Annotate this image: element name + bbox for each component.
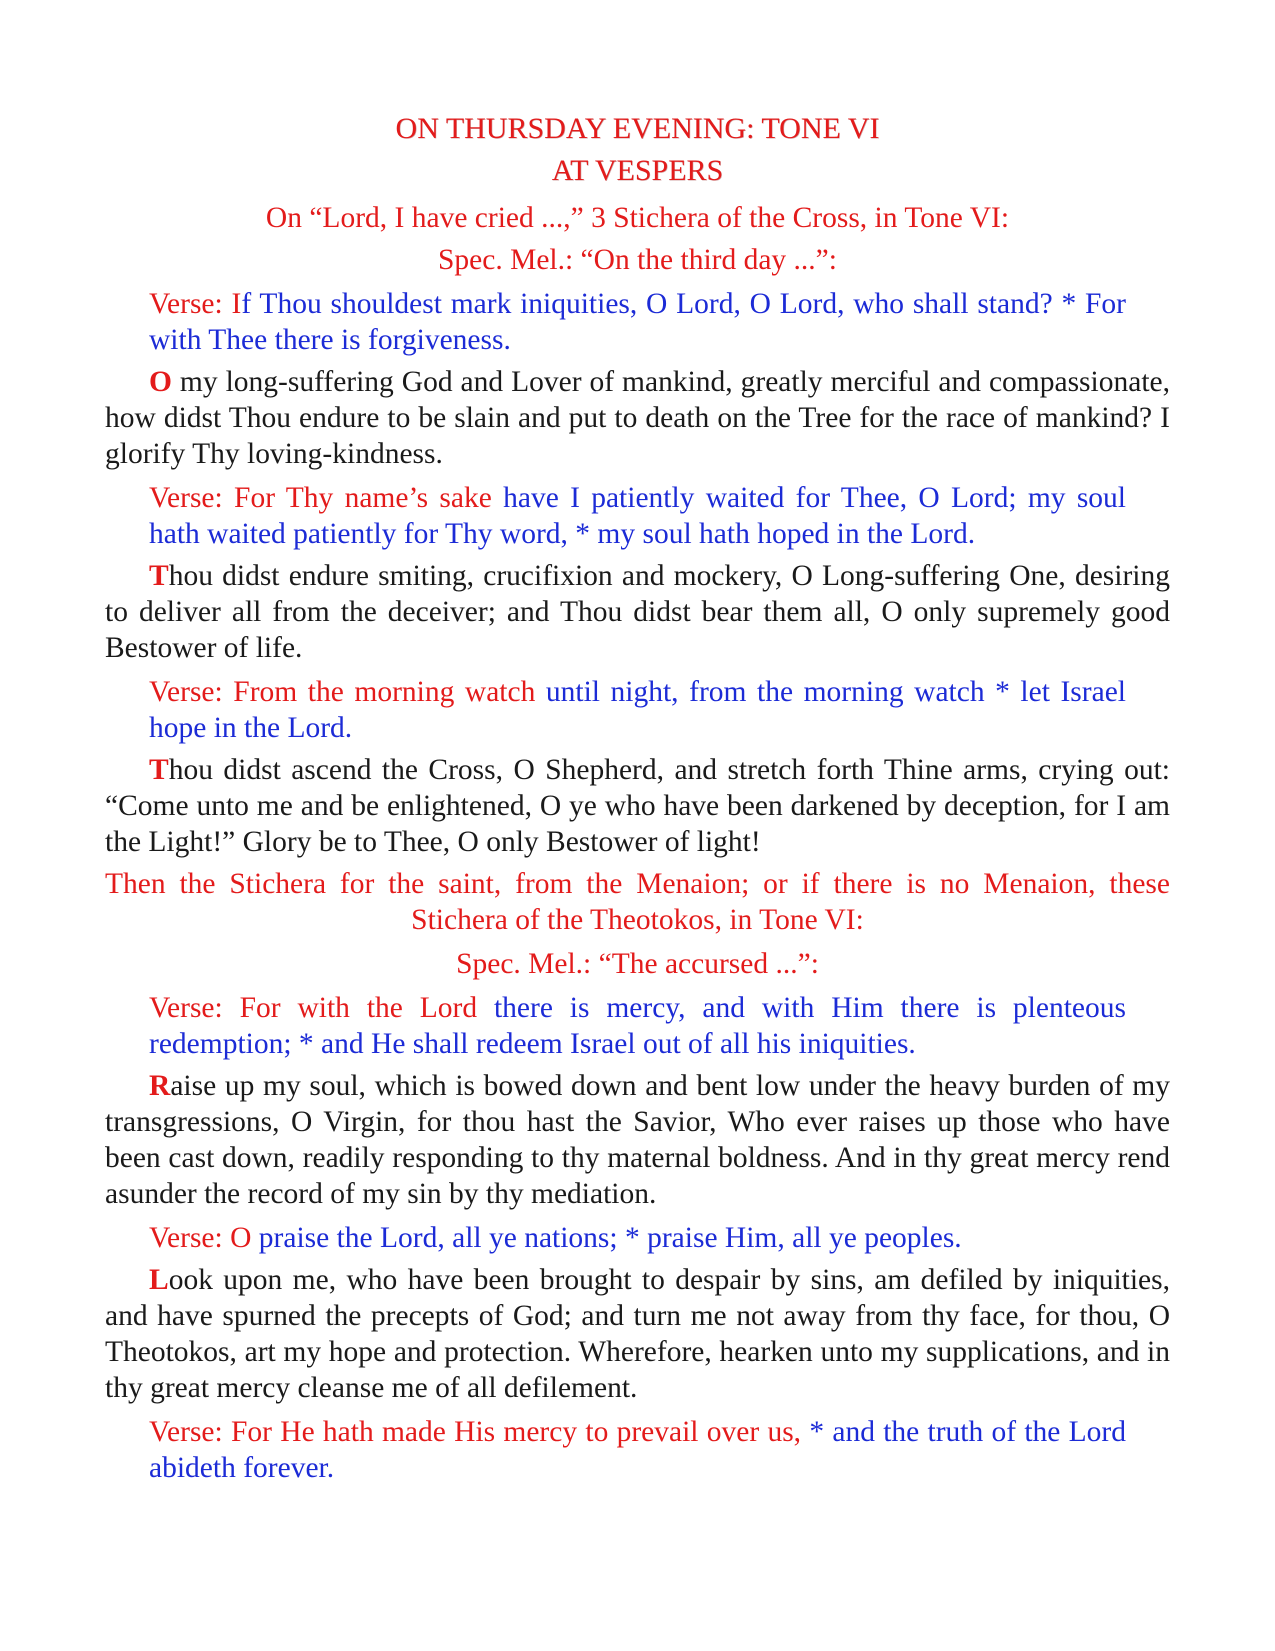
verse-label: Verse: bbox=[149, 288, 232, 320]
drop-cap: T bbox=[149, 560, 169, 592]
verse-initial-rest: or Thy name’s sake bbox=[250, 482, 492, 514]
drop-cap: R bbox=[149, 1070, 171, 1102]
verse-initial: F bbox=[234, 482, 251, 514]
hymn-1 bbox=[105, 364, 1170, 472]
hymn-5 bbox=[105, 1262, 1170, 1406]
verse-text: until night, from the morning watch * let Israel hope in the Lord. bbox=[149, 676, 1126, 744]
rubric-lord-i-have-cried: On “Lord, I have cried ...,” 3 Stichera of the Cross, in Tone VI: bbox=[265, 202, 1010, 234]
verse-text: f Thou shouldest mark iniquities, O Lord, O Lord, who shall stand? * For with Thee there is forgiveness. bbox=[149, 288, 1126, 356]
title-line-1: ON THURSDAY EVENING: TONE VI bbox=[395, 112, 880, 145]
verse-text: have I patiently waited for Thee, O Lord; my soul hath waited patiently for Thy word, * my soul hath hoped in the Lord. bbox=[149, 482, 1126, 550]
title-line-2: AT VESPERS bbox=[551, 154, 724, 187]
verse-initial: I bbox=[231, 288, 242, 320]
verse-text: there is mercy, and with Him there is plenteous redemption; * and He shall redeem Israel out of all his iniquities. bbox=[149, 992, 1126, 1060]
verse-text: * and the truth of the Lord abideth forever. bbox=[149, 1416, 1127, 1484]
verse-initial: O bbox=[230, 1222, 252, 1254]
hymn-text: ook upon me, who have been brought to despair by sins, am defiled by iniquities, and have spurned the precepts of God; and turn me not away from thy face, for thou, O Theotokos, art my hope and protection. Wherefore, hearken unto my supplications, and in thy great mercy cleanse me of all defilement. bbox=[105, 1264, 1170, 1404]
hymn-text: aise up my soul, which is bowed down and bent low under the heavy burden of my transgressions, O Virgin, for thou hast the Savior, Who ever raises up those who have been cast down, readily responding to thy maternal boldness. And in thy great mercy rend asunder the record of my sin by thy mediation. bbox=[105, 1070, 1170, 1210]
verse-initial: F bbox=[231, 1416, 248, 1448]
hymn-text: hou didst ascend the Cross, O Shepherd, and stretch forth Thine arms, crying out: “Come unto me and be enlightened, O ye who have been darkened by deception, for I am the Light!” Glory be to Thee, O only Bestower of light! bbox=[105, 754, 1170, 858]
verse-2 bbox=[105, 480, 1170, 552]
verse-label: Verse: bbox=[149, 676, 234, 708]
verse-initial: F bbox=[233, 676, 250, 708]
verse-text: praise the Lord, all ye nations; * praise Him, all ye peoples. bbox=[251, 1222, 962, 1254]
hymn-text: hou didst endure smiting, crucifixion and mockery, O Long-suffering One, desiring to deliver all from the deceiver; and Thou didst bear them all, O only supremely good Bestower of life. bbox=[105, 560, 1170, 664]
verse-initial: F bbox=[239, 992, 257, 1024]
verse-initial-rest: or with the Lord bbox=[256, 992, 478, 1024]
rubric-special-melody-2: Spec. Mel.: “The accursed ...”: bbox=[456, 948, 819, 980]
hymn-2 bbox=[105, 558, 1170, 666]
verse-6 bbox=[105, 1414, 1170, 1486]
verse-4 bbox=[105, 990, 1170, 1062]
verse-initial-rest: or He hath made His mercy to prevail over us, bbox=[247, 1416, 802, 1448]
drop-cap: O bbox=[149, 366, 172, 398]
verse-1 bbox=[105, 286, 1170, 358]
hymn-3 bbox=[105, 752, 1170, 860]
rubric-special-melody-1: Spec. Mel.: “On the third day ...”: bbox=[438, 244, 837, 276]
verse-5 bbox=[105, 1220, 1170, 1256]
verse-label: Verse: bbox=[149, 1222, 231, 1254]
hymn-text: my long-suffering God and Lover of mankind, greatly merciful and compassionate, how didst Thou endure to be slain and put to death on the Tree for the race of mankind? I glorify Thy loving-kindness. bbox=[105, 366, 1170, 470]
verse-label: Verse: bbox=[149, 992, 240, 1024]
rubric-theotokos-stichera: Then the Stichera for the saint, from the Menaion; or if there is no Menaion, these Stichera of the Theotokos, in Tone VI: bbox=[105, 868, 1170, 936]
drop-cap: L bbox=[149, 1264, 169, 1296]
verse-3 bbox=[105, 674, 1170, 746]
verse-initial-rest: rom the morning watch bbox=[249, 676, 536, 708]
drop-cap: T bbox=[149, 754, 169, 786]
verse-label: Verse: bbox=[149, 482, 235, 514]
verse-label: Verse: bbox=[149, 1416, 231, 1448]
hymn-4 bbox=[105, 1068, 1170, 1212]
